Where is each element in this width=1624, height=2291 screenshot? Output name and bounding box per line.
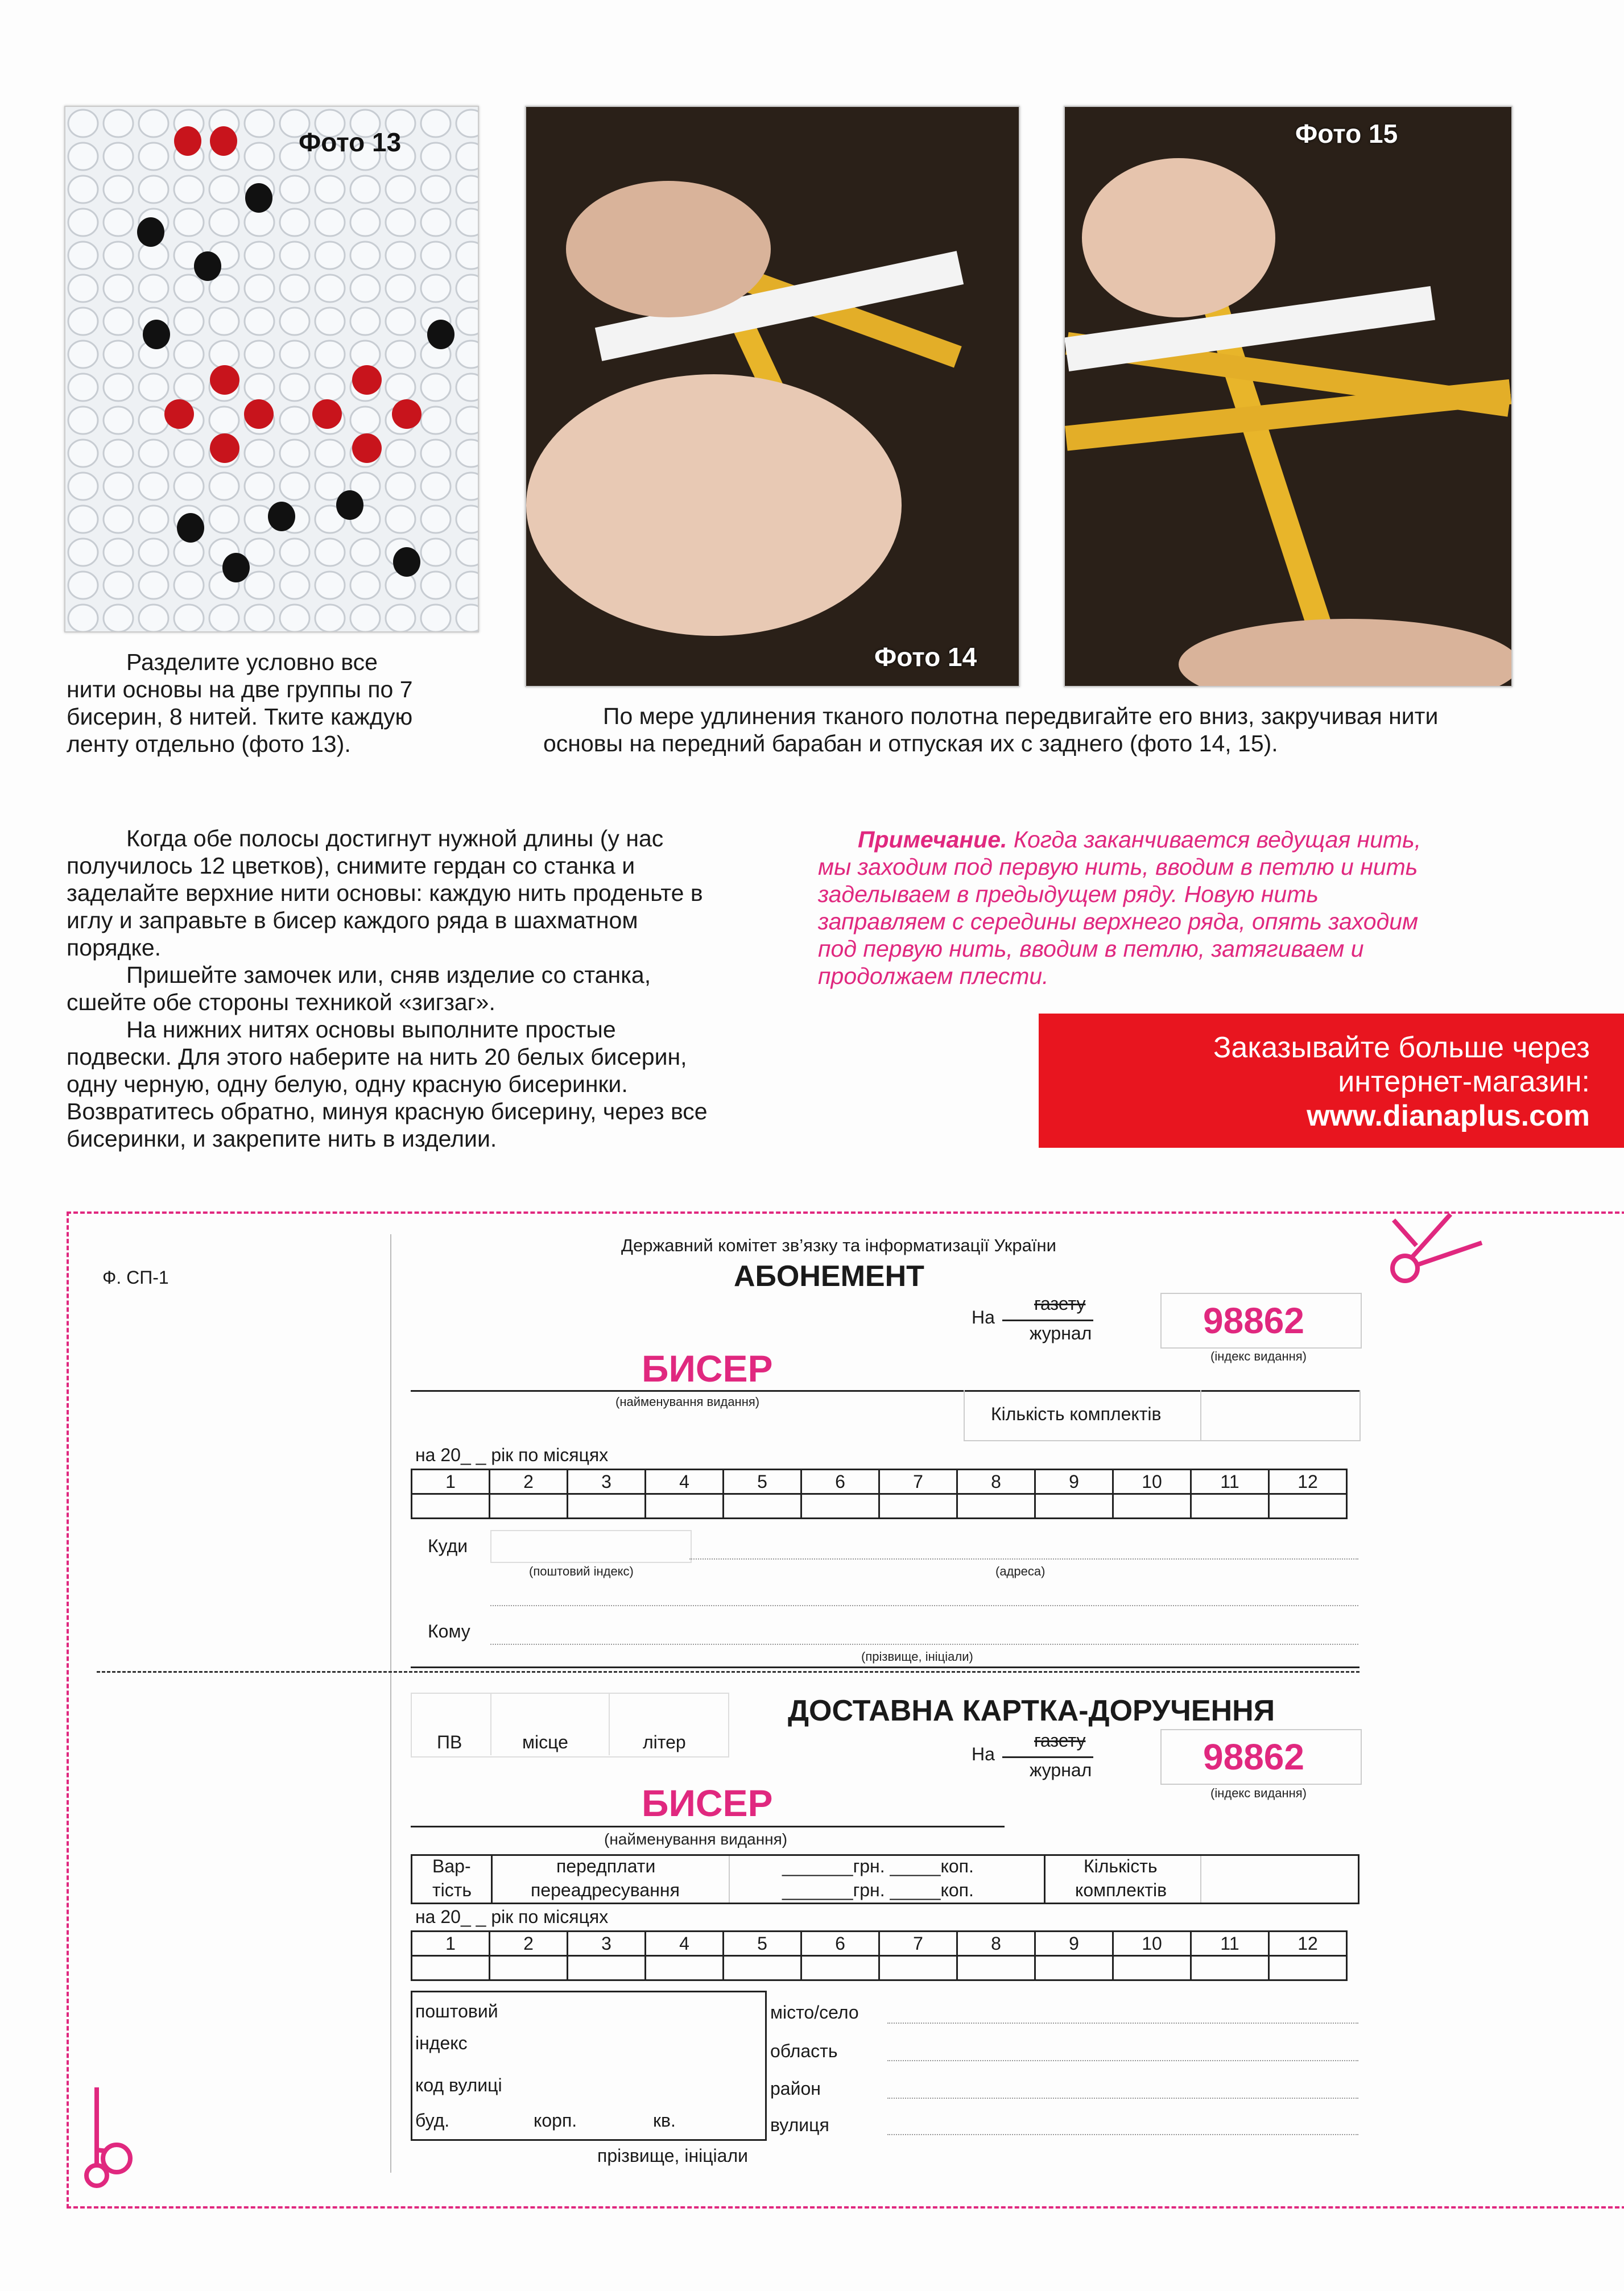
publication-index: 98862 (1203, 1300, 1304, 1341)
month-cell: 11 (1191, 1932, 1269, 1956)
photo-14-label: Фото 14 (874, 642, 977, 672)
sets-label: Кількість комплектів (991, 1404, 1162, 1424)
grn-kop-1[interactable]: _______грн. _____коп. (782, 1856, 974, 1876)
rule (1200, 1390, 1201, 1440)
gazetu-label: газету (1034, 1293, 1086, 1314)
month-cell: 3 (568, 1932, 646, 1956)
month-cell: 9 (1035, 1932, 1113, 1956)
publication-index-2: 98862 (1203, 1736, 1304, 1777)
title-label-2: (найменування видання) (604, 1830, 788, 1848)
instruction-paragraph: Пришейте замочек или, сняв изделие со станка, сшейте обе стороны техникой «зигзаг». (67, 962, 651, 1015)
zhurnal-label-2: журнал (1030, 1760, 1092, 1780)
month-cell: 8 (957, 1932, 1035, 1956)
month-cell: 5 (724, 1932, 801, 1956)
price-table (411, 1854, 1359, 1904)
bead-pattern-image (65, 107, 478, 631)
zhurnal-label: журнал (1030, 1323, 1092, 1343)
rayon-line[interactable] (887, 2098, 1358, 2099)
na-label-2: На (972, 1744, 995, 1764)
delivery-title: ДОСТАВНА КАРТКА-ДОРУЧЕННЯ (788, 1694, 1275, 1727)
subscription-title: АБОНЕМЕНТ (734, 1260, 924, 1293)
loom-hands-image (526, 107, 1019, 686)
address-label: (адреса) (995, 1564, 1046, 1578)
komplektiv-label: комплектів (1075, 1880, 1167, 1900)
publication-title: БИСЕР (642, 1347, 773, 1390)
na-label: На (972, 1307, 995, 1328)
months-table-2 (411, 1930, 1348, 1981)
month-cell: 1 (412, 1470, 490, 1494)
month-cell: 4 (646, 1932, 724, 1956)
fraction-line-2 (1002, 1756, 1093, 1758)
month-cell: 5 (724, 1470, 801, 1494)
korp-label: корп. (534, 2110, 577, 2131)
loom-photo-image (1065, 107, 1511, 686)
kudy-label: Куди (428, 1536, 468, 1556)
rayon-label: район (770, 2078, 821, 2099)
month-cell: 7 (879, 1932, 957, 1956)
month-cell: 6 (801, 1932, 879, 1956)
liter-label: літер (643, 1732, 686, 1752)
committee: Державний комітет зв’язку та інформатизації України (621, 1235, 1056, 1255)
month-cell: 9 (1035, 1470, 1113, 1494)
month-cell: 10 (1113, 1470, 1191, 1494)
month-cell: 11 (1191, 1470, 1269, 1494)
rule (490, 1693, 491, 1755)
rule (411, 1666, 1359, 1668)
address-line[interactable] (689, 1558, 1358, 1560)
month-cell: 6 (801, 1470, 879, 1494)
vertical-divider (390, 1234, 391, 2173)
month-cell: 7 (879, 1470, 957, 1494)
photo-15 (1064, 106, 1513, 687)
month-cell: 3 (568, 1470, 646, 1494)
banner-line-1: Заказывайте больше через (1213, 1031, 1590, 1064)
sets-box (964, 1390, 1361, 1441)
month-cell: 12 (1269, 1470, 1347, 1494)
rule (1044, 1856, 1046, 1903)
surname-bottom: прізвище, ініціали (597, 2145, 748, 2166)
note-label: Примечание. (858, 826, 1007, 853)
rule (411, 1826, 1005, 1827)
street-code-label: код вулиці (415, 2075, 502, 2095)
instructions (67, 825, 726, 1152)
scissors-icon (63, 2082, 142, 2190)
komu-label: Кому (428, 1621, 470, 1641)
instruction-paragraph: Когда обе полосы достигнут нужной длины (у нас получилось 12 цветков), снимите гердан со станка и заделайте верхние нити основы: каждую нить проденьте в иглу и заправьте в бисер каждого ряда в шахматном порядке. (67, 825, 703, 961)
fraction-line (1002, 1320, 1093, 1321)
photo-14 (525, 106, 1020, 687)
gazetu-label-2: газету (1034, 1730, 1086, 1751)
month-cell: 8 (957, 1470, 1035, 1494)
cut-line (97, 1671, 1359, 1673)
kv-label: кв. (653, 2110, 676, 2131)
street-label: вулиця (770, 2115, 829, 2135)
postal-index-label: (поштовий індекс) (529, 1564, 634, 1578)
photo-15-label: Фото 15 (1295, 119, 1398, 148)
month-cell: 4 (646, 1470, 724, 1494)
address-line-2[interactable] (490, 1605, 1358, 1606)
var-label: Вар- (432, 1856, 471, 1876)
index-label: (індекс видання) (1210, 1349, 1307, 1363)
year-label: на 20_ _ рік по місяцях (415, 1445, 609, 1465)
city-label: місто/село (770, 2002, 859, 2023)
surname-label: (прізвище, ініціали) (861, 1649, 973, 1664)
tist-label: тість (432, 1880, 472, 1900)
publication-title-2: БИСЕР (642, 1782, 773, 1824)
rule (491, 1856, 493, 1903)
postal-label-2: індекс (415, 2033, 468, 2053)
grn-kop-2[interactable]: _______грн. _____коп. (782, 1880, 974, 1900)
note-text: Когда заканчивается ведущая нить, мы заходим под первую нить, вводим в петлю и нить заделываем в предыдущем ряду. Новую нить заправляем с середины верхнего ряда, опять заходим под первую нить, вводим в петлю, затягиваем и продолжаем плести. (818, 826, 1421, 989)
pereadresuvannya-label: переадресування (531, 1880, 680, 1900)
oblast-label: область (770, 2041, 838, 2061)
banner-line-2: интернет-магазин: (1338, 1065, 1590, 1098)
title-label: (найменування видання) (615, 1395, 760, 1409)
city-line[interactable] (887, 2023, 1358, 2024)
shop-banner[interactable] (1039, 1014, 1624, 1148)
postal-label-1: поштовий (415, 2001, 498, 2021)
postal-index-input[interactable] (490, 1530, 692, 1563)
banner-url[interactable]: www.dianaplus.com (1307, 1099, 1590, 1132)
rule (1200, 1856, 1201, 1903)
months-table (411, 1469, 1348, 1519)
oblast-line[interactable] (887, 2060, 1358, 2061)
caption-photo-13: Разделите условно все нити основы на две группы по 7 бисерин, 8 нитей. Тките каждую ленту отдельно (фото 13). (67, 649, 413, 757)
form-code: Ф. СП-1 (102, 1267, 169, 1288)
scissors-icon (1382, 1209, 1485, 1288)
bud-label: буд. (415, 2110, 450, 2131)
month-cell: 1 (412, 1932, 490, 1956)
note (818, 826, 1432, 990)
photo-13-label: Фото 13 (299, 127, 402, 157)
caption-photo-14-15: По мере удлинения тканого полотна передвигайте его вниз, закручивая нити основы на передний барабан и отпуская их с заднего (фото 14, 15). (543, 703, 1439, 756)
instruction-paragraph: На нижних нитях основы выполните простые подвески. Для этого наберите на нить 20 белых бисерин, одну черную, одну белую, одну красную бисеринки. Возвратитесь обратно, минуя красную бисерину, через все бисеринки, и закрепите нить в изделии. (67, 1016, 708, 1152)
month-cell: 12 (1269, 1932, 1347, 1956)
year-label-2: на 20_ _ рік по місяцях (415, 1907, 609, 1927)
street-line[interactable] (887, 2134, 1358, 2135)
month-cell: 2 (490, 1470, 568, 1494)
pv-label: ПВ (437, 1732, 462, 1752)
misce-label: місце (522, 1732, 568, 1752)
kilkist-label: Кількість (1084, 1856, 1158, 1876)
month-cell: 2 (490, 1932, 568, 1956)
peredplaty-label: передплати (556, 1856, 656, 1876)
rule (609, 1693, 610, 1755)
rule (729, 1856, 730, 1903)
index-label-2: (індекс видання) (1210, 1786, 1307, 1800)
surname-line[interactable] (490, 1644, 1358, 1645)
month-cell: 10 (1113, 1932, 1191, 1956)
photo-13 (64, 106, 479, 632)
